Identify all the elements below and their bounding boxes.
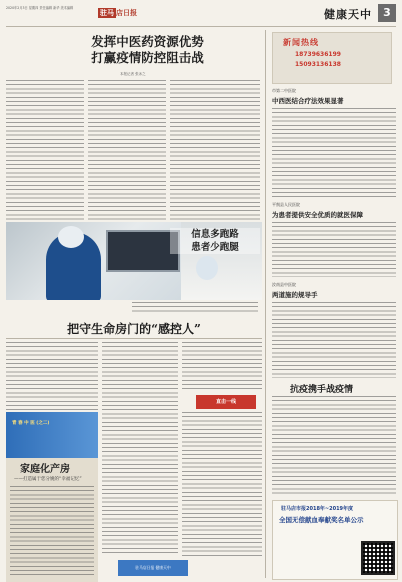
right-kicker1: 市第二中医院 [272,88,296,93]
nurse-head [196,256,218,280]
lead-headline [40,34,255,66]
text-column [170,80,260,220]
caption-text [132,302,258,314]
text-column [88,80,166,220]
body-text [272,302,396,378]
notice-line1: 驻马店市报2018年~2019年度 [281,506,354,512]
body-text [272,396,396,496]
masthead-box: 驻马 [100,9,114,17]
hotline-box [272,32,392,84]
right-headline3: 两道施的规导手 [272,291,318,299]
text-column [102,342,178,556]
right-text-block [272,222,396,277]
feature-text [10,486,94,578]
right-text-block [272,108,396,198]
headline-rule [6,338,262,339]
masthead-logo [98,8,137,18]
feature-banner [6,412,98,458]
lead-headline-line2: 打赢疫情防控阻击战 [91,50,204,65]
feature-title: 家庭化产房 [20,464,70,475]
section-tag: 直击一线 [196,395,256,409]
second-headline: 把守生命房门的“感控人” [67,322,201,336]
body-text [170,80,260,220]
body-text [10,486,94,578]
body-text [88,80,166,220]
lead-byline: 本报记者 张冰之 [120,72,146,76]
photo-caption [132,302,258,314]
hotline-title: 新闻热线 [283,38,319,47]
page-header [6,4,396,27]
right-headline2: 为患者提供安全优质的就医保障 [272,211,363,219]
feature-banner-text: 青 春 中 医 (之二) [12,421,50,426]
hotline-phone2: 15093136138 [295,61,341,68]
lead-headline-line1: 发挥中医药资源优势 [91,34,204,49]
hotline-phone1: 18739636199 [295,51,341,58]
text-column [182,342,262,392]
feature-box [6,412,98,582]
bottom-banner: 驻马店日报 健康天中 [118,560,188,576]
photo-quote [170,228,260,254]
monitor-icon [106,230,180,272]
text-column [6,342,98,410]
column-divider [265,30,266,578]
notice-box [272,500,398,580]
right-kicker2: 平舆县人民医院 [272,202,300,207]
right-headline4: 抗疫携手战疫情 [290,385,354,395]
text-column [6,80,84,220]
right-text-block [272,302,396,378]
body-text [182,412,262,556]
right-headline1: 中西医结合疗法效果显著 [272,97,344,105]
notice-line2: 全国无偿献血奉献奖名单公示 [279,516,364,524]
qr-code-icon [361,541,395,575]
quote-line2: 患者少跑腿 [170,241,260,254]
body-text [182,342,262,392]
body-text [102,342,178,556]
right-kicker3: 汝南县中医院 [272,282,296,287]
header-meta: 2020年2月3日 星期四 责任编辑 新华 美术编辑 [6,6,74,10]
section-title: 健康天中 [324,8,372,21]
masthead-rest: 店日报 [116,9,137,17]
feature-subtitle: ——打造属于您分娩的“幸福记忆” [14,477,82,482]
text-column [182,412,262,556]
body-text [6,342,98,410]
quote-line1: 信息多跑路 [170,228,260,241]
body-text [272,222,396,277]
right-text-block [272,396,396,496]
body-text [6,80,84,220]
body-text [272,108,396,198]
page-number: 3 [378,4,396,22]
doctor-head [58,226,84,248]
